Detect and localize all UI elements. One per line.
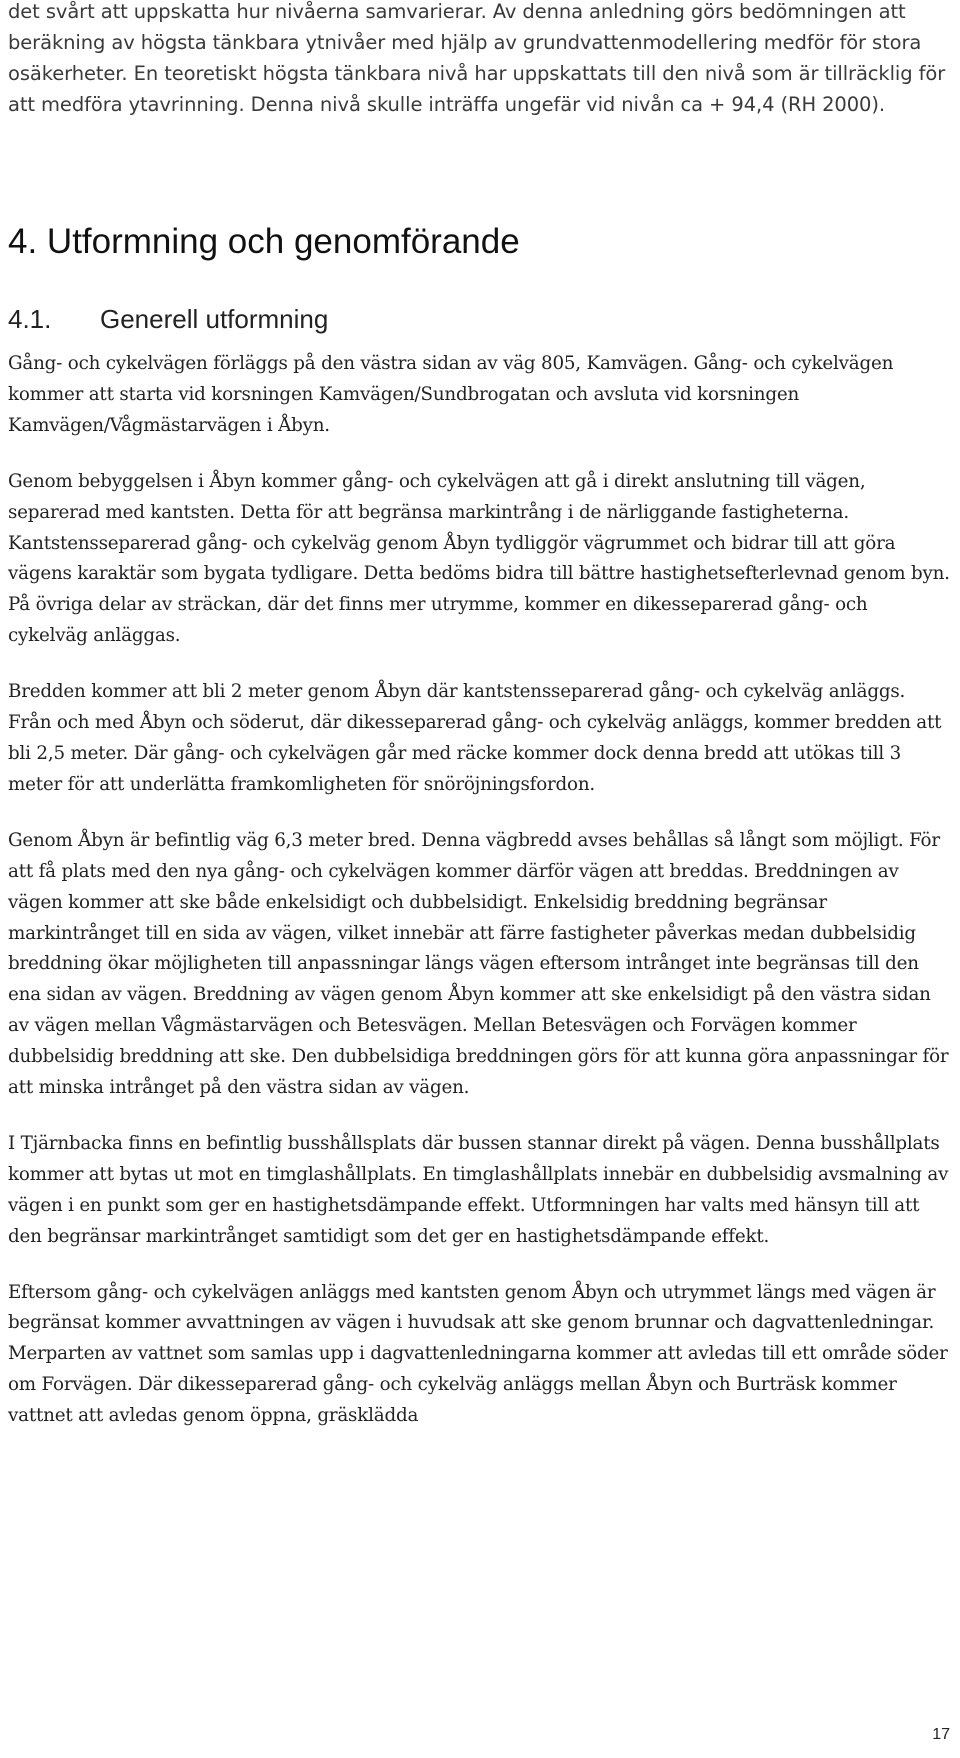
paragraph: Bredden kommer att bli 2 meter genom Åbyn där kantstensseparerad gång- och cykelväg anläggs. Från och med Åbyn och söderut, där dikesseparerad gång- och cykelväg anläggs, kommer bredden att bli 2,5 meter. Där gång- och cykelvägen går med räcke kommer dock denna bredd att utökas till 3 meter för att underlätta framkomligheten för snöröjningsfordon.	[8, 681, 942, 795]
subsection-number: 4.1.	[8, 304, 52, 334]
paragraph: Genom Åbyn är befintlig väg 6,3 meter bred. Denna vägbredd avses behållas så långt som möjligt. För att få plats med den nya gång- och cykelvägen kommer därför vägen att breddas. Breddningen av vägen kommer att ske både enkelsidigt och dubbelsidigt. Enkelsidig breddning begränsar markintrånget till en sida av vägen, vilket innebär att färre fastigheter påverkas medan dubbelsidig breddning ökar möjligheten till anpassningar längs vägen eftersom intrånget inte begränsas till den ena sidan av vägen. Breddning av vägen genom Åbyn kommer att ske enkelsidigt på den västra sidan av vägen mellan Vågmästarvägen och Betesvägen. Mellan Betesvägen och Forvägen kommer dubbelsidig breddning att ske. Den dubbelsidiga breddningen görs för att kunna göra anpassningar för att minska intrånget på den västra sidan av vägen.	[8, 829, 949, 1099]
section-heading: 4. Utformning och genomförande	[8, 222, 520, 261]
paragraph: I Tjärnbacka finns en befintlig busshållsplats där bussen stannar direkt på vägen. Denna busshållplats kommer att bytas ut mot en timglashållplats. En timglashållplats innebär en dubbelsidig avsmalning av vägen i en punkt som ger en hastighetsdämpande effekt. Utformningen har valts med hänsyn till att den begränsar markintrånget samtidigt som det ger en hastighetsdämpande effekt.	[8, 1132, 949, 1247]
subsection-heading	[8, 302, 328, 336]
page-number: 17	[932, 1726, 950, 1743]
paragraph: Genom bebyggelsen i Åbyn kommer gång- och cykelvägen att gå i direkt anslutning till vägen, separerad med kantsten. Detta för att begränsa markintrång i de närliggande fastigheterna. Kantstensseparerad gång- och cykelväg genom Åbyn tydliggör vägrummet och bidrar till att göra vägens karaktär som bygata tydligare. Detta bedöms bidra till bättre hastighetsefterlevnad genom byn. På övriga delar av sträckan, där det finns mer utrymme, kommer en dikesseparerad gång- och cykelväg anläggas.	[8, 470, 950, 647]
intro-paragraph: det svårt att uppskatta hur nivåerna samvarierar. Av denna anledning görs bedömningen att beräkning av högsta tänkbara ytnivåer med hjälp av grundvattenmodellering medför för stora osäkerheter. En teoretiskt högsta tänkbara nivå har uppskattats till den nivå som är tillräcklig för att medföra ytavrinning. Denna nivå skulle inträffa ungefär vid nivån ca + 94,4 (RH 2000).	[8, 0, 946, 116]
paragraph: Eftersom gång- och cykelvägen anläggs med kantsten genom Åbyn och utrymmet längs med vägen är begränsat kommer avvattningen av vägen i huvudsak att ske genom brunnar och dagvattenledningar. Merparten av vattnet som samlas upp i dagvattenledningarna kommer att avledas till ett område söder om Forvägen. Där dikesseparerad gång- och cykelväg anläggs mellan Åbyn och Burträsk kommer vattnet att avledas genom öppna, gräsklädda	[8, 1281, 948, 1427]
subsection-title: Generell utformning	[100, 304, 329, 334]
paragraph: Gång- och cykelvägen förläggs på den västra sidan av väg 805, Kamvägen. Gång- och cykelvägen kommer att starta vid korsningen Kamvägen/Sundbrogatan och avsluta vid korsningen Kamvägen/Vågmästarvägen i Åbyn.	[8, 353, 894, 436]
body-text	[8, 349, 952, 1457]
